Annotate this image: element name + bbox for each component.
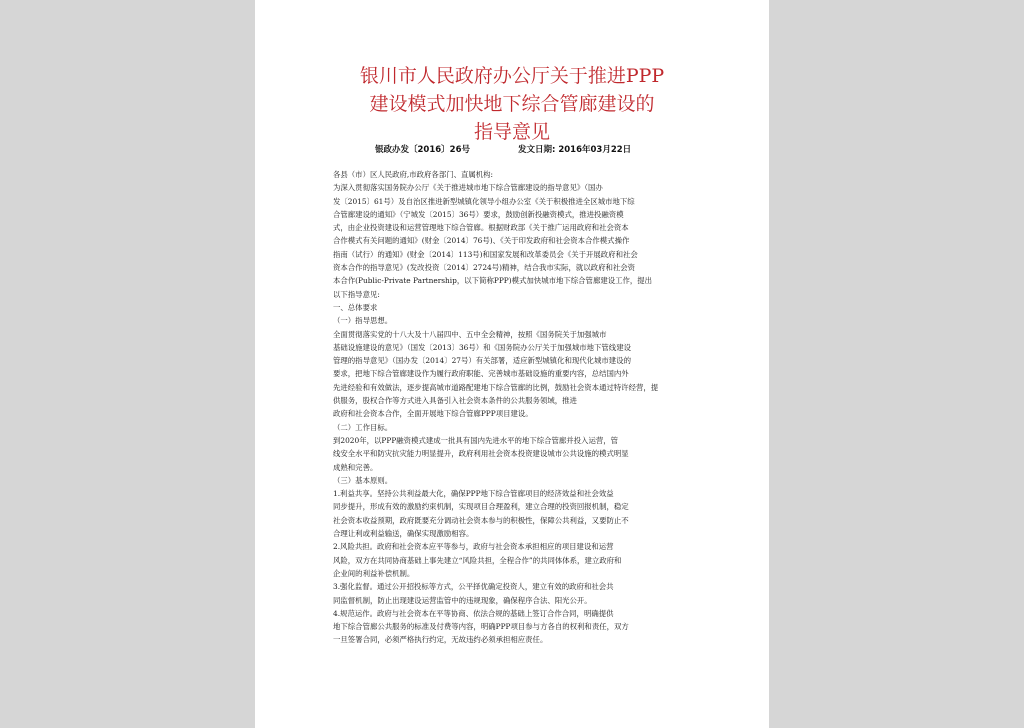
body-text-line: 各县（市）区人民政府,市政府各部门、直属机构: <box>333 170 494 179</box>
body-text-line: （三）基本原则。 <box>333 475 393 485</box>
document-page <box>255 0 769 728</box>
body-text-line: 地下综合管廊公共服务的标准及付费等内容，明确PPP项目参与方各自的权利和责任，双方 <box>333 622 629 632</box>
body-text-line: 本合作(Public-Private Partnership，以下简称PPP)模式加快城市地下综合管廊建设工作，提出 <box>333 276 653 286</box>
body-text-line: 2.风险共担。政府和社会资本应平等参与，政府与社会资本承担相应的项目建设和运营 <box>333 542 614 552</box>
body-text-line: 指南（试行）的通知》(财金〔2014〕113号)和国家发展和改革委员会《关于开展政府和社会 <box>333 249 638 259</box>
body-text-line: 资本合作的指导意见》(发改投资〔2014〕2724号)精神，结合我市实际，就以政府和社会资 <box>333 263 636 273</box>
document-body <box>333 168 693 647</box>
body-text-line: 政府和社会资本合作，全面开展地下综合管廊PPP项目建设。 <box>333 409 533 419</box>
body-text-line: 合理让利或利益输送，确保实现激励相容。 <box>333 529 474 539</box>
body-text-line: （二）工作目标。 <box>333 422 393 432</box>
issue-date: 发文日期: 2016年03月22日 <box>518 145 632 155</box>
body-text-line: 同监督机制，防止出现建设运营监管中的违规现象，确保程序合法、阳光公开。 <box>333 595 592 605</box>
body-text-line: 线安全水平和防灾抗灾能力明显提升，政府利用社会资本投资建设城市公共设施的模式明显 <box>333 449 629 459</box>
body-text-line: 供服务，股权合作等方式进入具备引入社会资本条件的公共服务领域，推进 <box>333 396 577 406</box>
body-text-line: 同步提升，形成有效的激励约束机制，实现项目合理盈利，建立合理的投资回报机制，稳定 <box>333 502 629 512</box>
document-title-line-3: 指导意见 <box>473 121 550 143</box>
document-title-line-1: 银川市人民政府办公厅关于推进PPP <box>359 65 665 87</box>
body-text-line: 风险，双方在共同协商基础上事先建立“风险共担，全程合作”的共同体体系，建立政府和 <box>333 555 622 565</box>
body-text-line: 到2020年，以PPP融资模式建成一批具有国内先进水平的地下综合管廊并投入运营，管 <box>333 435 619 445</box>
body-text-line: 全面贯彻落实党的十八大及十八届四中、五中全会精神，按照《国务院关于加强城市 <box>333 329 607 339</box>
body-text-line: 以下指导意见: <box>333 289 380 299</box>
document-title-line-2: 建设模式加快地下综合管廊建设的 <box>369 93 655 115</box>
body-text-line: 一旦签署合同，必须严格执行约定，无故违约必须承担相应责任。 <box>333 635 548 645</box>
body-text-line: 为深入贯彻落实国务院办公厅《关于推进城市地下综合管廊建设的指导意见》（国办 <box>333 183 603 193</box>
body-text-line: 管理的指导意见》（国办发〔2014〕27号）有关部署，适应新型城镇化和现代化城市建设的 <box>333 356 631 366</box>
body-text-line: 成熟和完善。 <box>333 462 378 472</box>
body-text-line: 合管廊建设的通知》（宁城发〔2015〕36号）要求，鼓励创新投融资模式，推进投融资模 <box>333 209 624 219</box>
body-text-line: 基础设施建设的意见》（国发〔2013〕36号）和《国务院办公厅关于加强城市地下管线建设 <box>333 342 631 352</box>
body-text-line: 一、总体要求 <box>333 302 378 312</box>
document-number: 银政办发〔2016〕26号 <box>375 145 470 155</box>
body-text-line: 3.强化监督。通过公开招投标等方式，公平择优确定投资人，建立有效的政府和社会共 <box>333 582 614 592</box>
body-text-line: 4.规范运作。政府与社会资本在平等协商、依法合规的基础上签订合作合同，明确提供 <box>333 608 614 618</box>
body-text-line: 社会资本收益预期，政府既要充分调动社会资本参与的积极性，保障公共利益，又要防止不 <box>333 515 629 525</box>
body-text-line: 先进经验和有效做法，逐步提高城市道路配建地下综合管廊的比例，鼓励社会资本通过特许经营，提 <box>333 382 659 392</box>
body-text-line: 式，由企业投资建设和运营管理地下综合管廊。根据财政部《关于推广运用政府和社会资本 <box>333 223 629 233</box>
body-text-line: 企业间的利益补偿机制。 <box>333 568 415 578</box>
body-text-line: 1.利益共享。坚持公共利益最大化，确保PPP地下综合管廊项目的经济效益和社会效益 <box>333 489 614 499</box>
body-text-line: 发〔2015〕61号）及自治区推进新型城镇化领导小组办公室《关于积极推进全区城市地下综 <box>333 196 635 206</box>
body-text-line: （一）指导思想。 <box>333 316 393 326</box>
body-text-line: 合作模式有关问题的通知》(财金〔2014〕76号)、《关于印发政府和社会资本合作模式操作 <box>333 236 630 246</box>
body-text-line: 要求，把地下综合管廊建设作为履行政府职能、完善城市基础设施的重要内容，总结国内外 <box>333 369 629 379</box>
